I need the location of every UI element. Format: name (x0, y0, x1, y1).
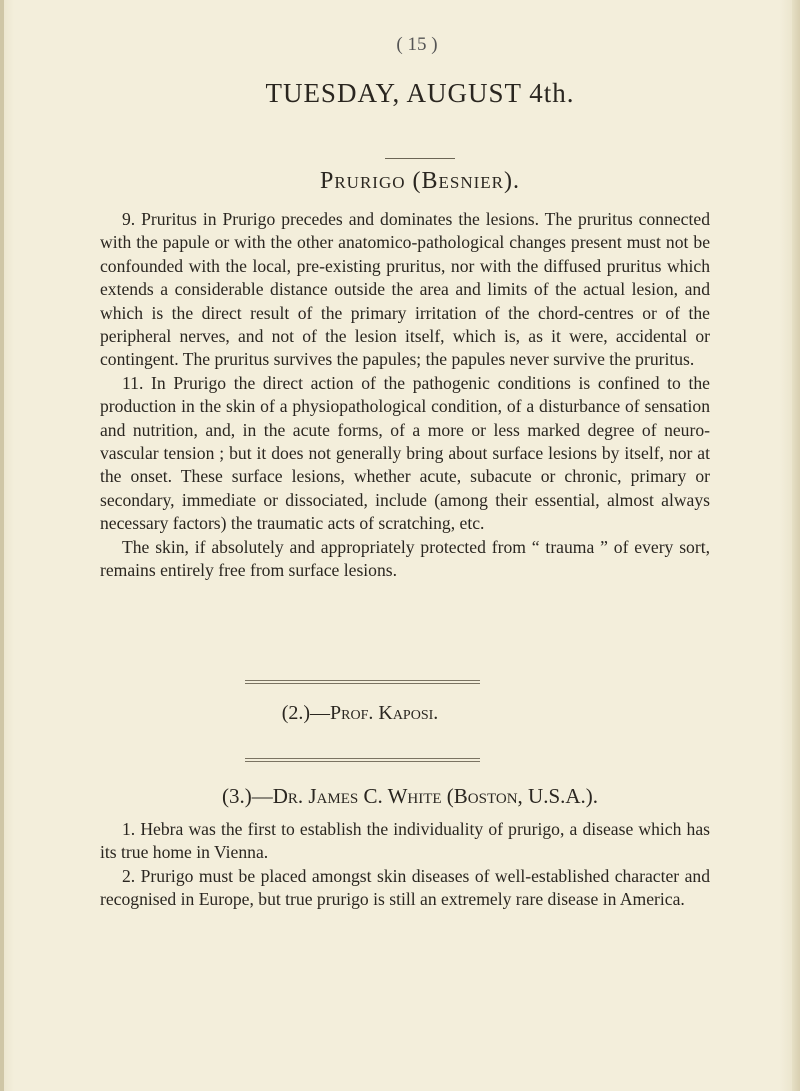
paragraph: 2. Prurigo must be placed amongst skin diseases of well-established character and recognised in Europe, but true prurigo is still an extremely rare disease in America. (100, 865, 710, 910)
speaker-kaposi (100, 702, 620, 725)
paragraph: 11. In Prurigo the direct action of the pathogenic conditions is confined to the production in the skin of a physiopathological condition, of a disturbance of sensation and nutrition, and, in the acute forms, of a more or less marked degree of neuro-vascular tension ; but it does not generally bring about surface lesions by itself, nor at the onset. These surface lesions, whether acute, subacute or chronic, primary or secondary, immediate or dissociated, include (among their essential, almost always necessary factors) the traumatic acts of scratching, etc. (100, 372, 710, 534)
speaker-white (100, 784, 720, 809)
short-rule-divider (385, 158, 455, 159)
speaker-kaposi-text: (2.)—Prof. Kaposi. (281, 702, 439, 724)
section-title-text: Prurigo (Besnier). (319, 168, 520, 194)
double-rule-divider (245, 758, 480, 762)
double-rule-divider (245, 680, 480, 684)
page-right-edge (792, 0, 800, 1091)
date-heading: TUESDAY, AUGUST 4th. (265, 78, 575, 108)
paragraph: 9. Pruritus in Prurigo precedes and dominates the lesions. The pruritus connected with the papule or with the other anatomico-pathological changes present must not be confounded with the local, pre-existing pruritus, nor with the diffused pruritus which extends a considerable distance outside the area and limits of the actual lesion, and which is the direct result of the primary irritation of the chord-centres or of the peripheral nerves, and not of the lesion itself, which is, as it were, accidental or contingent. The pruritus survives the papules; the papules never survive the pruritus. (100, 209, 710, 370)
page-spine-edge (0, 0, 4, 1091)
speaker-white-text: (3.)—Dr. James C. White (Boston, U.S.A.). (221, 784, 599, 808)
paragraph: 1. Hebra was the first to establish the individuality of prurigo, a disease which has its true home in Vienna. (100, 819, 710, 863)
section-title (100, 168, 740, 195)
paragraph: The skin, if absolutely and appropriately protected from “ trauma ” of every sort, remains entirely free from surface lesions. (100, 536, 710, 581)
page-number: ( 15 ) (396, 34, 438, 55)
besnier-section (100, 208, 710, 583)
white-section (100, 818, 710, 912)
